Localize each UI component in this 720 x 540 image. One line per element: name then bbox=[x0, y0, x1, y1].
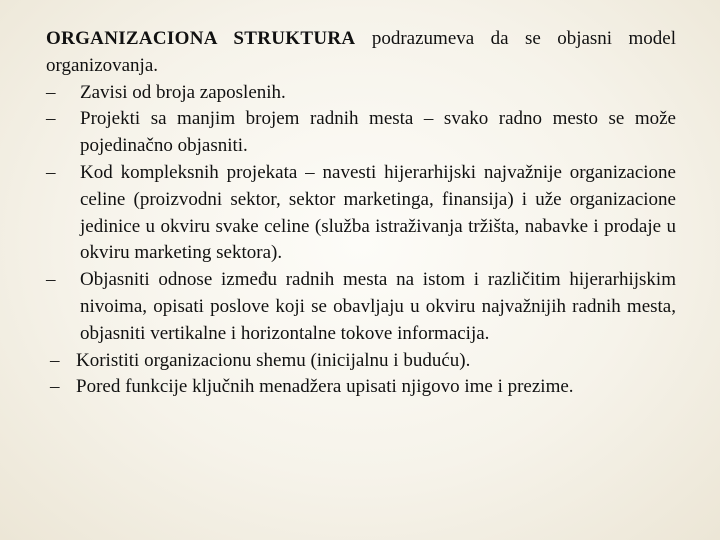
bullet-item-employees bbox=[46, 80, 676, 107]
bullet-text: Kod kompleksnih projekata – navesti hijerarhijski najvažnije organizacione celine (proizvodni sektor, sektor marketinga, finansija) i uže organizacione jedinice u okviru svake celine (služba istraživanja tržišta, nabavke i prodaje u okviru marketing sektora). bbox=[80, 161, 676, 264]
bullet-list bbox=[46, 80, 676, 402]
bullet-text: Projekti sa manjim brojem radnih mesta – svako radno mesto se može pojedinačno objasniti. bbox=[80, 108, 676, 157]
bullet-item-managers bbox=[46, 374, 676, 401]
dash-marker: – bbox=[46, 269, 56, 291]
bullet-text: Koristiti organizacionu shemu (inicijalnu i buduću). bbox=[76, 349, 471, 371]
dash-marker: – bbox=[46, 108, 56, 130]
section-heading: ORGANIZACIONA STRUKTURA bbox=[46, 28, 356, 49]
bullet-text: Pored funkcije ključnih menadžera upisati njigovo ime i prezime. bbox=[76, 376, 574, 398]
bullet-item-org-chart bbox=[46, 348, 676, 375]
dash-marker: – bbox=[46, 161, 56, 183]
bullet-text: Objasniti odnose između radnih mesta na istom i različitim hijerarhijskim nivoima, opisati poslove koji se obavljaju u okviru najvažnijih radnih mesta, objasniti vertikalne i horizontalne tokove informacija. bbox=[80, 269, 676, 344]
bullet-text: Zavisi od broja zaposlenih. bbox=[80, 81, 286, 103]
bullet-item-relations bbox=[46, 267, 676, 347]
intro-paragraph bbox=[46, 26, 676, 80]
dash-marker: – bbox=[50, 349, 60, 371]
dash-marker: – bbox=[50, 376, 60, 398]
bullet-item-small-projects bbox=[46, 106, 676, 160]
intro-text: podrazumeva da se objasni model organizovanja. bbox=[46, 28, 676, 76]
slide-body bbox=[46, 26, 676, 401]
dash-marker: – bbox=[46, 81, 56, 103]
bullet-item-complex-projects bbox=[46, 160, 676, 267]
